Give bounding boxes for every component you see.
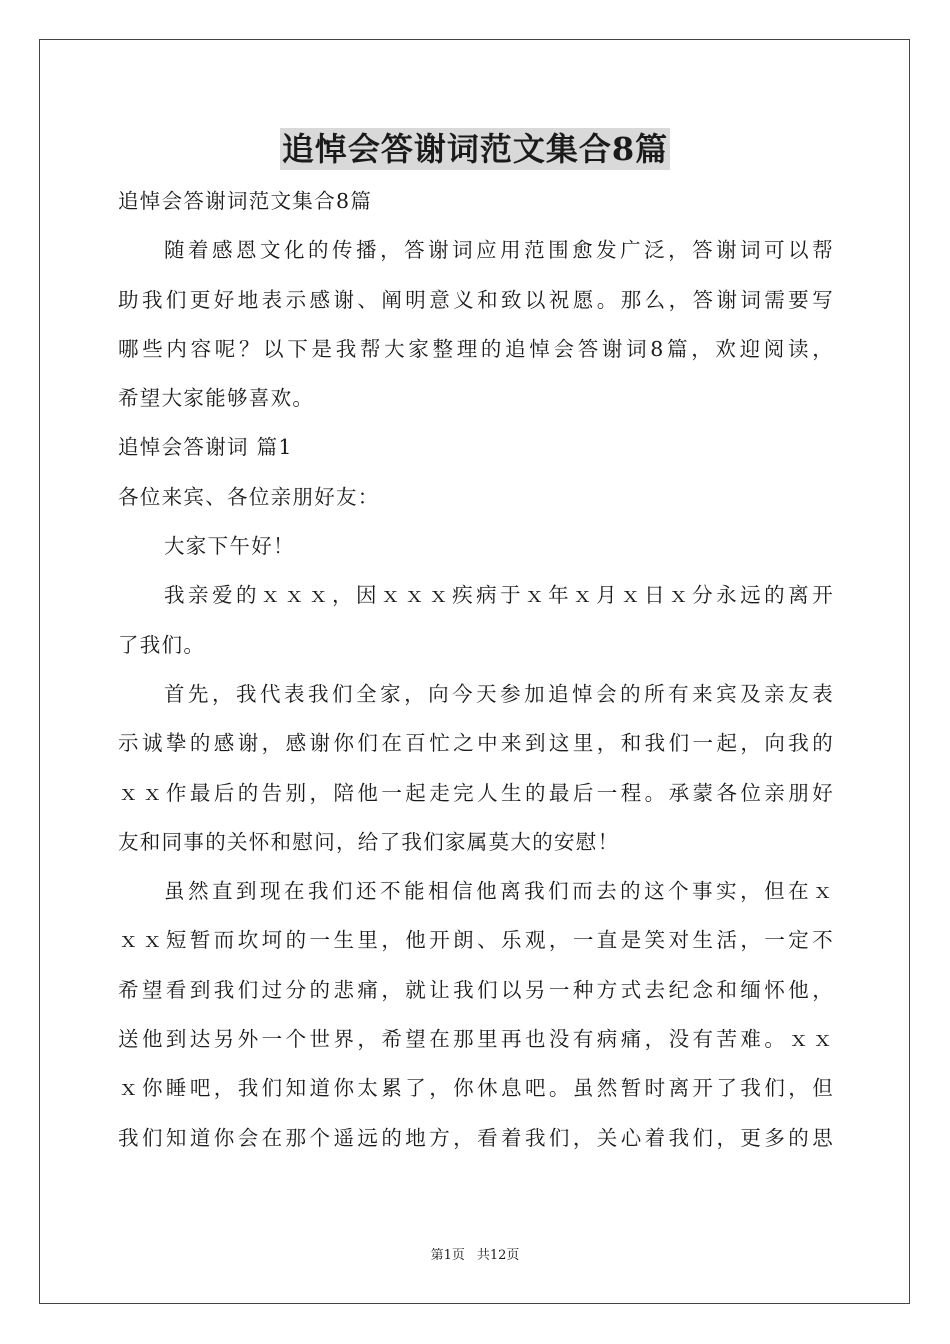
- body-line: 大家下午好！: [164, 534, 295, 559]
- body-line: 送他到达另外一个世界，希望在那里再也没有病痛，没有苦难。ｘｘ: [118, 1027, 834, 1052]
- title-container: [0, 128, 950, 170]
- body-line: 哪些内容呢？以下是我帮大家整理的追悼会答谢词8篇，欢迎阅读，: [118, 336, 834, 361]
- page-footer: [0, 1247, 950, 1265]
- page-number: 第1页: [430, 1248, 465, 1263]
- body-line: 随着感恩文化的传播，答谢词应用范围愈发广泛，答谢词可以帮: [164, 238, 834, 263]
- body-line: 助我们更好地表示感谢、阐明意义和致以祝愿。那么，答谢词需要写: [118, 287, 834, 312]
- body-line: 我亲爱的ｘｘｘ，因ｘｘｘ疾病于ｘ年ｘ月ｘ日ｘ分永远的离开: [164, 583, 834, 608]
- body-line: 我们知道你会在那个遥远的地方，看着我们，关心着我们，更多的思: [118, 1125, 834, 1150]
- body-line: ｘｘ作最后的告别，陪他一起走完人生的最后一程。承蒙各位亲朋好: [118, 780, 834, 805]
- body-line: ｘｘ短暂而坎坷的一生里，他开朗、乐观，一直是笑对生活，一定不: [118, 928, 834, 953]
- body-line: 首先，我代表我们全家，向今天参加追悼会的所有来宾及亲友表: [164, 681, 834, 706]
- body-line: 追悼会答谢词范文集合8篇: [118, 189, 373, 213]
- document-title: 追悼会答谢词范文集合8篇: [281, 130, 669, 168]
- body-line: 希望看到我们过分的悲痛，就让我们以另一种方式去纪念和缅怀他，: [118, 977, 834, 1002]
- document-body: [118, 177, 834, 1163]
- body-line: 了我们。: [118, 632, 206, 657]
- body-line: 各位来宾、各位亲朋好友：: [118, 484, 380, 509]
- body-line: 虽然直到现在我们还不能相信他离我们而去的这个事实，但在ｘ: [164, 879, 834, 904]
- body-line: 友和同事的关怀和慰问，给了我们家属莫大的安慰！: [118, 829, 620, 854]
- body-line: 希望大家能够喜欢。: [118, 386, 315, 411]
- section-heading: 追悼会答谢词 篇1: [118, 435, 293, 460]
- body-line: ｘ你睡吧，我们知道你太累了，你休息吧。虽然暂时离开了我们，但: [118, 1076, 834, 1101]
- body-line: 示诚挚的感谢，感谢你们在百忙之中来到这里，和我们一起，向我的: [118, 731, 834, 756]
- page-total: 共12页: [476, 1248, 520, 1263]
